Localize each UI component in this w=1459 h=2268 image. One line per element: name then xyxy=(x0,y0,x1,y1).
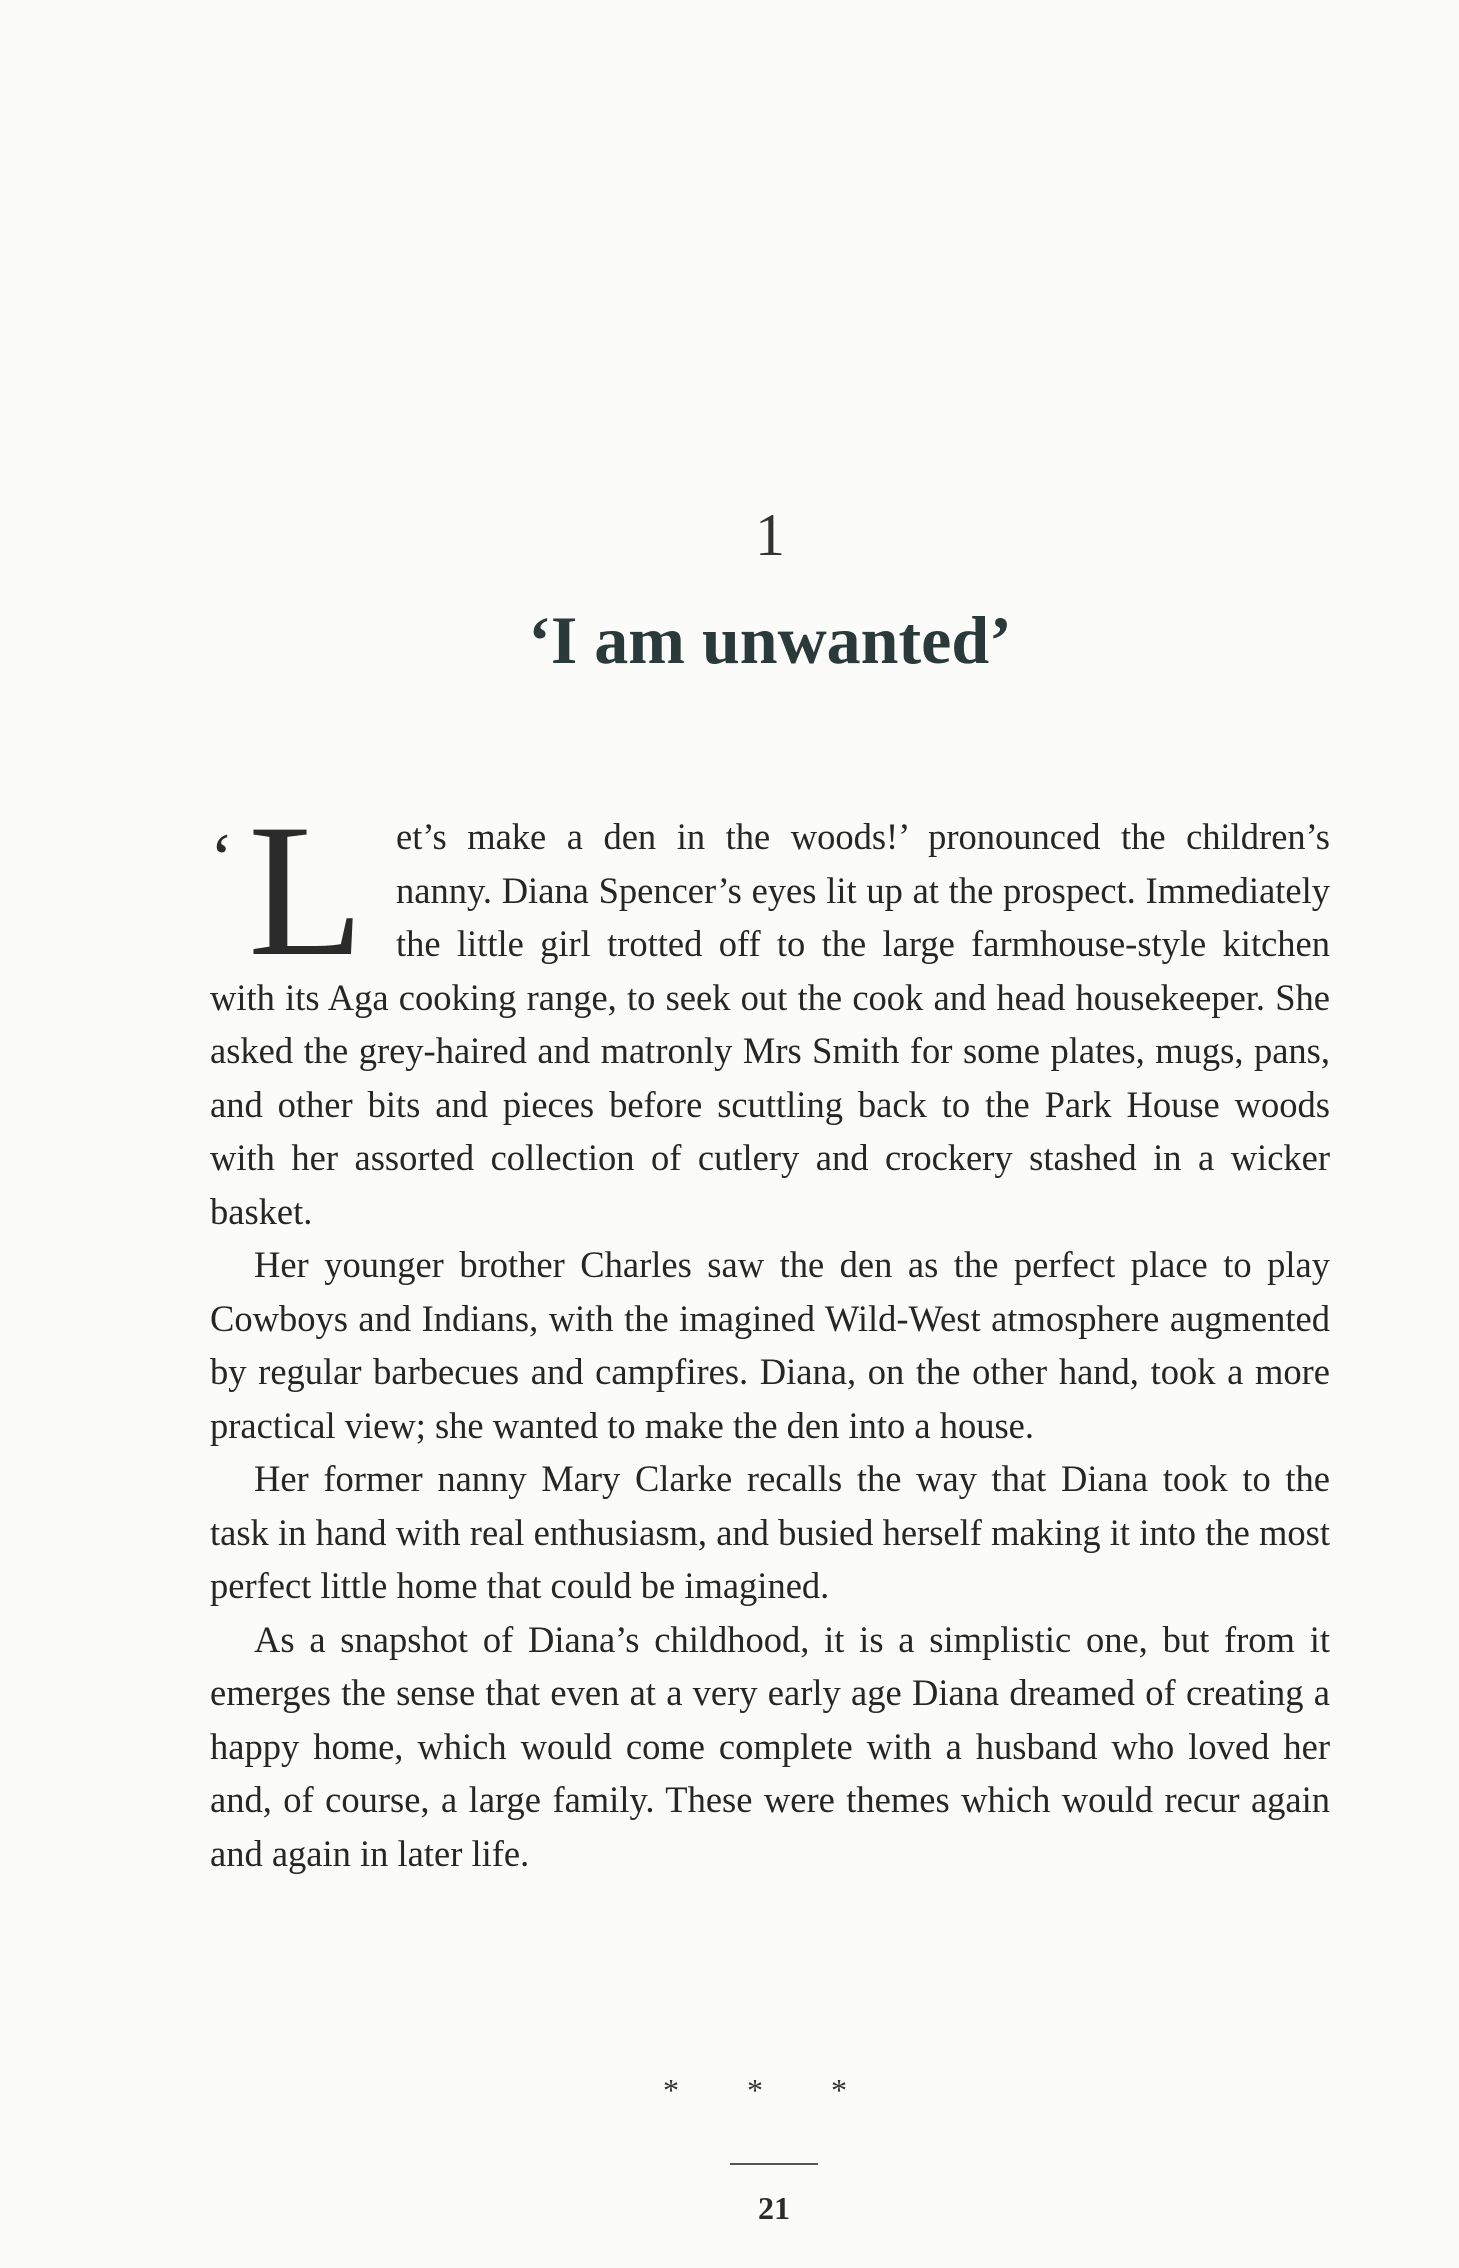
paragraph-1 xyxy=(210,786,1330,1238)
drop-cap-letter: L xyxy=(248,786,365,996)
chapter-body xyxy=(210,786,1330,1880)
paragraph-4: As a snapshot of Diana’s childhood, it is a simplistic one, but from it emerges the sense that even at a very early age Diana dreamed of creating a happy home, which would come complete with a husband who loved her and, of course, a large family. These were themes which would recur again and again in later life. xyxy=(210,1618,1330,1874)
paragraph-1-text: et’s make a den in the woods!’ pronounced the children’s nanny. Diana Spencer’s eyes lit up at the prospect. Immediately the little girl trotted off to the large farmhouse-style kitchen with its Aga cooking range, to seek out the cook and head housekeeper. She asked the grey-haired and matronly Mrs Smith for some plates, mugs, pans, and other bits and pieces before scuttling back to the Park House woods with her assorted collection of cutlery and crockery stashed in a wicker basket. xyxy=(210,816,1330,1232)
paragraph-2: Her younger brother Charles saw the den as the perfect place to play Cowboys and Indians, with the imagined Wild-West atmosphere augmented by regular barbecues and campfires. Diana, on the other hand, took a more practical view; she wanted to make the den into a house. xyxy=(210,1244,1330,1446)
chapter-number: 1 xyxy=(755,502,785,568)
drop-cap-quote-mark: ‘ xyxy=(210,820,234,897)
page-number: 21 xyxy=(758,2190,790,2226)
drop-cap-block xyxy=(210,786,380,996)
section-separator: * * * xyxy=(663,2072,877,2108)
chapter-title: ‘I am unwanted’ xyxy=(528,602,1012,678)
paragraph-3: Her former nanny Mary Clarke recalls the way that Diana took to the task in hand with real enthusiasm, and busied herself making it into the most perfect little home that could be imagined. xyxy=(210,1458,1330,1606)
footer-rule xyxy=(730,2163,818,2165)
